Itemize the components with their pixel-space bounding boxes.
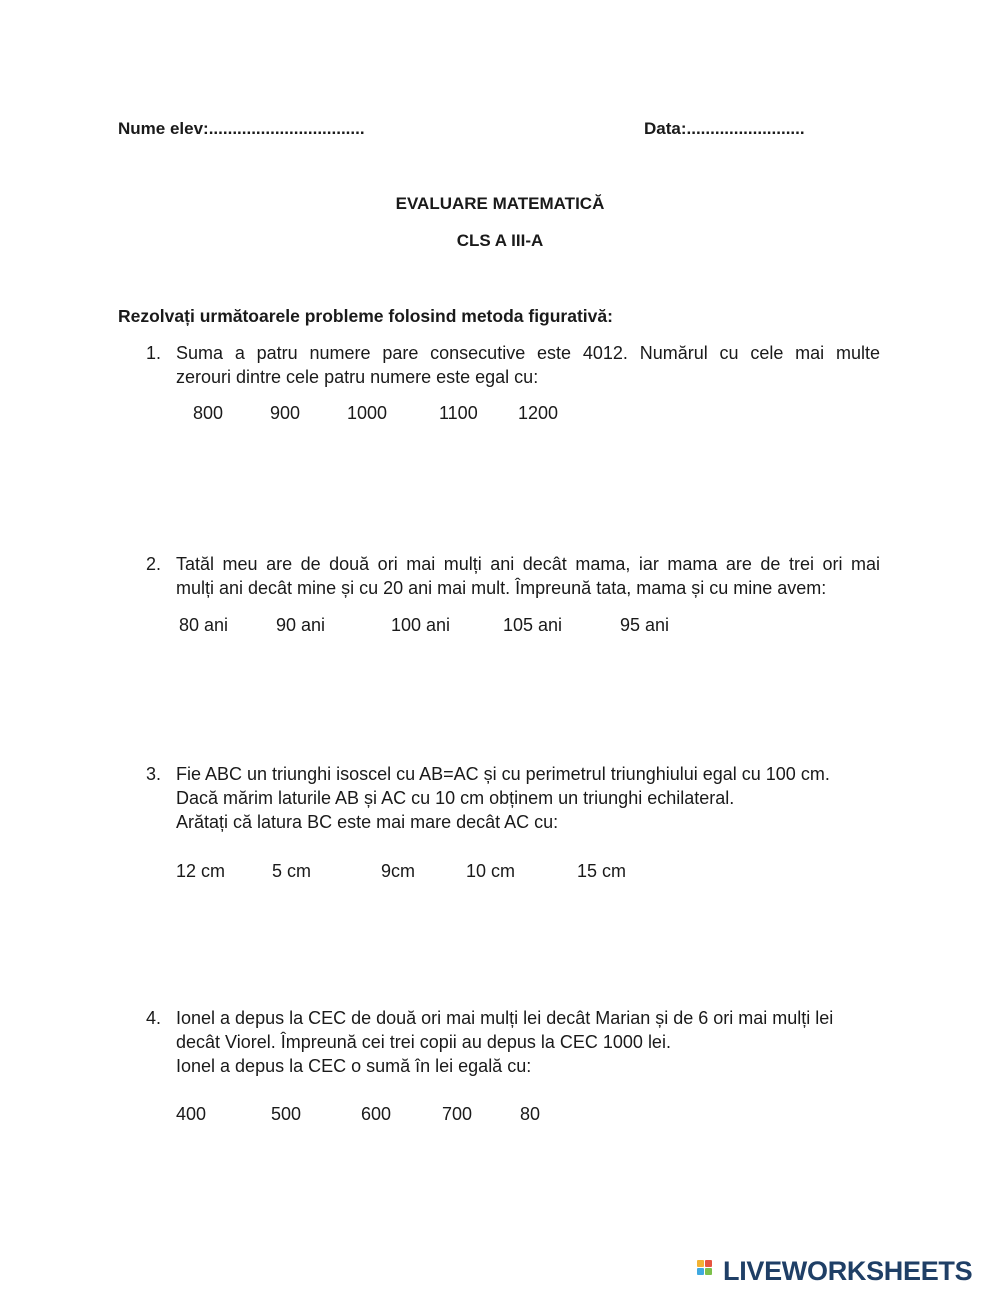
answer-option[interactable]: 80 <box>520 1104 541 1124</box>
liveworksheets-watermark <box>697 1256 972 1286</box>
question-number: 3. <box>146 764 162 784</box>
question-number: 4. <box>146 1008 162 1028</box>
answer-option[interactable]: 900 <box>270 403 301 423</box>
answer-option[interactable]: 1100 <box>439 403 478 423</box>
answer-option[interactable]: 5 cm <box>272 861 312 881</box>
answer-option[interactable]: 15 cm <box>577 861 627 881</box>
question-line: Dacă mărim laturile AB și AC cu 10 cm obținem un triunghi echilateral. <box>176 788 735 808</box>
question-number: 2. <box>146 554 162 574</box>
question-text <box>176 341 880 389</box>
answer-option[interactable]: 10 cm <box>466 861 516 881</box>
question-line: zerouri dintre cele patru numere este egal cu: <box>176 367 539 387</box>
question-number: 1. <box>146 343 162 363</box>
liveworksheets-logo-icon <box>697 1258 721 1284</box>
question-line: Tatăl meu are de două ori mai mulți ani decât mama, iar mama are de trei ori mai <box>176 554 880 574</box>
watermark-text: LIVEWORKSHEETS <box>723 1255 973 1286</box>
page-title: EVALUARE MATEMATICĂ <box>395 194 605 213</box>
question-line: mulți ani decât mine și cu 20 ani mai mult. Împreună tata, mama și cu mine avem: <box>176 578 827 598</box>
answer-option[interactable]: 600 <box>361 1104 392 1124</box>
answer-option[interactable]: 1000 <box>347 403 388 423</box>
question-line: decât Viorel. Împreună cei trei copii au depus la CEC 1000 lei. <box>176 1032 671 1052</box>
question-line: Suma a patru numere pare consecutive este 4012. Numărul cu cele mai multe <box>176 343 880 363</box>
answer-option[interactable]: 400 <box>176 1104 207 1124</box>
answer-option[interactable]: 700 <box>442 1104 473 1124</box>
page-subtitle: CLS A III-A <box>456 231 544 250</box>
answer-option[interactable]: 1200 <box>518 403 559 423</box>
question-text <box>176 1006 880 1078</box>
answer-option[interactable]: 95 ani <box>620 615 670 635</box>
question-line: Arătați că latura BC este mai mare decât AC cu: <box>176 812 559 832</box>
date-label: Data:......................... <box>644 119 805 138</box>
answer-option[interactable]: 9cm <box>381 861 416 881</box>
question-line: Fie ABC un triunghi isoscel cu AB=AC și cu perimetrul triunghiului egal cu 100 cm. <box>176 764 830 784</box>
answer-option[interactable]: 12 cm <box>176 861 226 881</box>
answer-option[interactable]: 100 ani <box>391 615 451 635</box>
question-line: Ionel a depus la CEC o sumă în lei egală cu: <box>176 1056 532 1076</box>
question-text <box>176 552 880 600</box>
instructions: Rezolvați următoarele probleme folosind metoda figurativă: <box>118 306 613 326</box>
question-line: Ionel a depus la CEC de două ori mai mulți lei decât Marian și de 6 ori mai mulți lei <box>176 1008 834 1028</box>
question-text <box>176 762 880 834</box>
answer-option[interactable]: 800 <box>193 403 224 423</box>
answer-option[interactable]: 500 <box>271 1104 302 1124</box>
answer-option[interactable]: 80 ani <box>179 615 229 635</box>
student-name-label: Nume elev:................................. <box>118 119 365 138</box>
answer-option[interactable]: 105 ani <box>503 615 563 635</box>
answer-option[interactable]: 90 ani <box>276 615 326 635</box>
